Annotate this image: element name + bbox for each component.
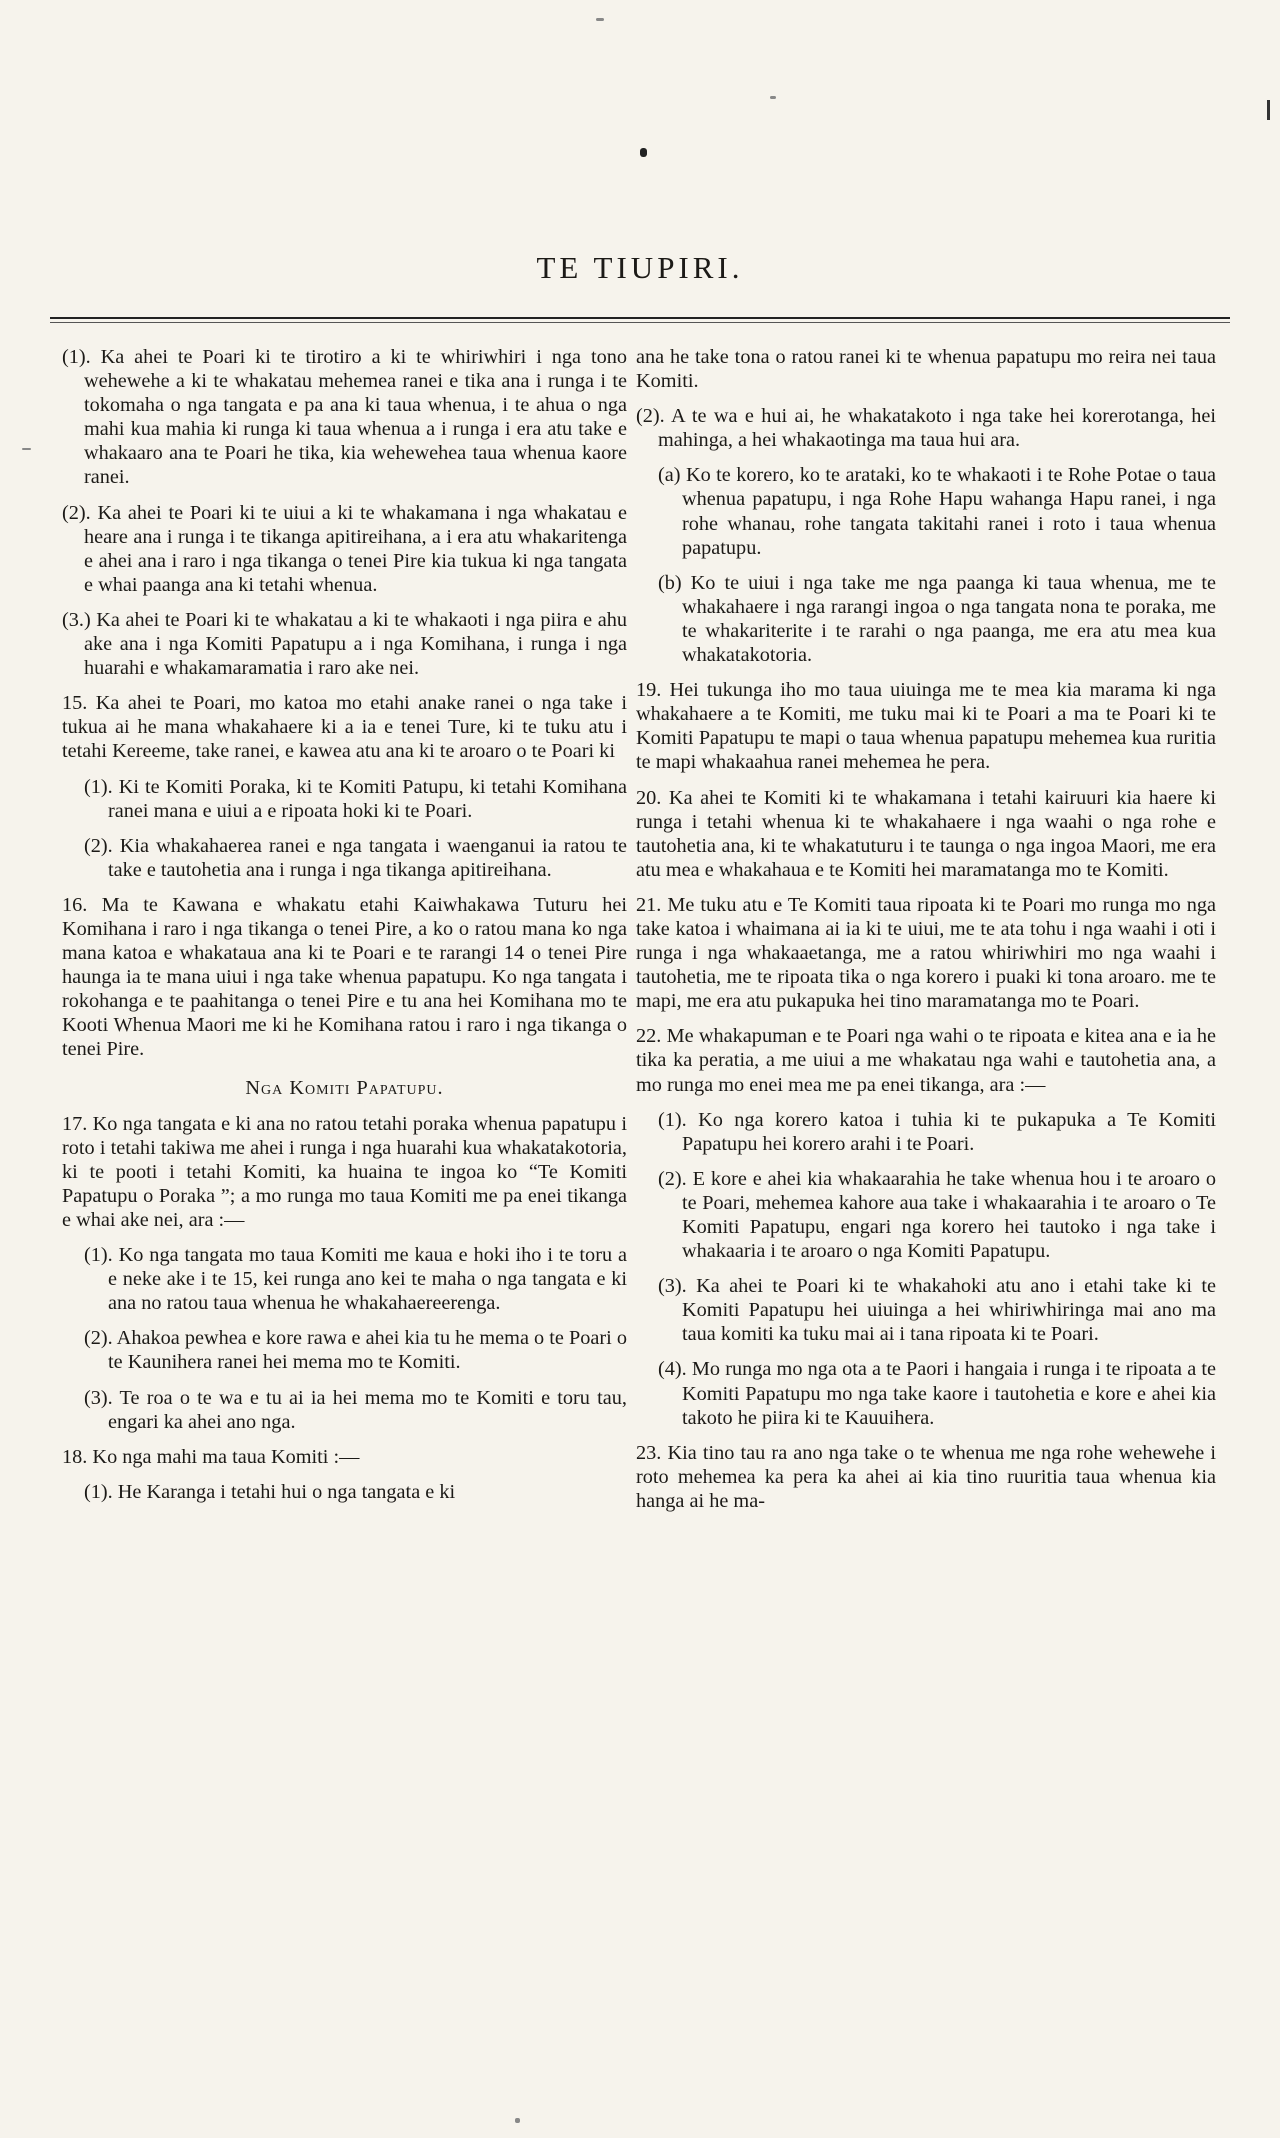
clause-22-2: (2). E kore e ahei kia whakaarahia he take whenua hou i te aroaro o te Poari, mehemea kahore aua take i whakaarahia i te aroaro o Te Komiti Papatupu, engari nga korero hei tautoko i nga take i whakaaria i te aroaro o nga Komiti Papatupu. [658,1167,1216,1263]
edge-mark [1267,100,1270,120]
page-mark [640,148,647,157]
ink-speck [22,448,31,450]
section-heading: Nga Komiti Papatupu. [245,1076,444,1099]
right-column [636,345,1216,1524]
section-22: 22. Me whakapuman e te Poari nga wahi o te ripoata e kitea ana e ia he tika ka peratia, a me uiui a me whakatau nga wahi e tautohetia ana, a mo runga mo enei mea me pa enei tikanga, ara :— [636,1025,1216,1096]
section-17: 17. Ko nga tangata e ki ana no ratou tetahi poraka whenua papatupu i roto i tetahi takiwa me ahei i runga i nga huarahi kua whakatakotoria, ki te pooti i tetahi Komiti, ka huaina te ingoa ko “Te Komiti Papatupu o Poraka ”; a mo runga mo taua Komiti me pa enei tikanga e whai ake nei, ara :— [62,1112,627,1231]
left-column [62,345,627,1515]
clause-15-1: (1). Ki te Komiti Poraka, ki te Komiti Patupu, ki tetahi Komihana ranei mana e uiui a e ripoata hoki ki te Poari. [84,775,627,822]
clause-15-2: (2). Kia whakahaerea ranei e nga tangata i waenganui ia ratou te take e tautohetia ana i runga i nga tikanga apitireihana. [84,834,627,881]
clause-17-1: (1). Ko nga tangata mo taua Komiti me kaua e hoki iho i te toru a e neke ake i te 15, kei runga ano kei te maha o nga tangata e ki ana no ratou taua whenua he whakahaereerenga. [84,1244,627,1315]
clause-22-3: (3). Ka ahei te Poari ki te whakahoki atu ano i etahi take ki te Komiti Papatupu hei uiuinga a hei whiriwhiringa mai ano ma taua komiti ka tuku mai ai i tana ripoata ki te Poari. [658,1275,1216,1346]
clause-17-3: (3). Te roa o te wa e tu ai ia hei mema mo te Komiti e toru tau, engari ka ahei ano nga. [84,1386,627,1433]
clause-22-4: (4). Mo runga mo nga ota a te Paori i hangaia i runga i te ripoata a te Komiti Papatupu mo nga take kaore i tautohetia e kore e ahei kia takoto he piira ki te Kauuihera. [658,1358,1216,1429]
section-18: 18. Ko nga mahi ma taua Komiti :— [62,1445,360,1468]
clause-17-2: (2). Ahakoa pewhea e kore rawa e ahei kia tu he mema o te Poari o te Kaunihera ranei hei mema mo te Komiti. [84,1327,627,1374]
clause-18-2-b: (b) Ko te uiui i nga take me nga paanga ki taua whenua, me te whakahaere i nga rarangi ingoa o nga tangata nona te poraka, me te whakariterite i te rarahi o nga paanga, me era atu mea kua whakatakotoria. [658,571,1216,667]
ink-speck [515,2118,520,2123]
section-16: 16. Ma te Kawana e whakatu etahi Kaiwhakawa Tuturu hei Komihana i raro i nga tikanga o tenei Pire, a ko o ratou mana ko nga mana katoa e whakataua ana ki te Poari e te rarangi 14 o tenei Pire haunga ia te mana uiui i nga take whenua papatupu. Ko nga tangata i rokohanga e te paahitanga o tenei Pire e tu ana hei Komihana mo te Kooti Whenua Maori me ki he Komihana ratou i raro i nga tikanga o tenei Pire. [62,893,627,1061]
section-23: 23. Kia tino tau ra ano nga take o te whenua me nga rohe wehewehe i roto mehemea ka pera ka ahei ai kia tino ruuritia taua whenua kia hanga ai he ma- [636,1441,1216,1512]
page-title: TE TIUPIRI. [536,250,744,285]
title-rule-thin [50,322,1230,323]
clause-14-1: (1). Ka ahei te Poari ki te tirotiro a ki te whiriwhiri i nga tono wehewehe a ki te whakatau mehemea ranei e tika ana i runga i te tokomaha o nga tangata e pa ana ki taua whenua, i te ahua o nga mahi kua mahia ki runga ki taua whenua a i runga i era atu take e whakaaro ana te Poari he tika, kia wehewehea taua whenua kaore ranei. [62,346,627,489]
title-rule [50,317,1230,319]
ink-speck [770,96,776,99]
section-19: 19. Hei tukunga iho mo taua uiuinga me te mea kia marama ki nga whakahaere a te Komiti, me tuku mai ki te Poari a ma te Poari ki te Komiti Papatupu te mapi o taua whenua papatupu mehemea kua ruritia te mapi whakaahua ranei mehemea he pera. [636,679,1216,774]
clause-22-1: (1). Ko nga korero katoa i tuhia ki te pukapuka a Te Komiti Papatupu hei korero arahi i te Poari. [658,1108,1216,1155]
section-20: 20. Ka ahei te Komiti ki te whakamana i tetahi kairuuri kia haere ki runga i tetahi whenua ki te whakahaere i nga waahi o nga rohe e tautohetia ana, ki te whakatuturu i te taunga o nga ingoa Maori, me era atu mea e whakahaua e te Komiti hei maramatanga mo te Komiti. [636,786,1216,881]
clause-18-1-continued: ana he take tona o ratou ranei ki te whenua papatupu mo reira nei taua Komiti. [636,346,1216,393]
clause-18-1: (1). He Karanga i tetahi hui o nga tangata e ki [84,1480,456,1503]
ink-speck [596,18,604,21]
clause-18-2-a: (a) Ko te korero, ko te arataki, ko te whakaoti i te Rohe Potae o taua whenua papatupu, i nga Rohe Hapu wahanga Hapu ranei, i nga rohe whanau, rohe tangata takitahi ranei i roto i taua whenua papatupu. [658,464,1216,559]
clause-14-3: (3.) Ka ahei te Poari ki te whakatau a ki te whakaoti i nga piira e ahu ake ana i nga Komiti Papatupu a i nga Komihana, i runga i nga huarahi e whakamaramatia i raro ake nei. [62,608,627,680]
section-21: 21. Me tuku atu e Te Komiti taua ripoata ki te Poari mo runga mo nga take katoa i whaimana ai ia ki te uiui, me te ata tohu i nga waahi i oti i runga i nga whakaaetanga, me a ratou whiriwhiri mo nga waahi i tautohetia, me te ripoata tika o nga korero i puaki ki tona aroaro. me te mapi, me era atu pukapuka hei tino maramatanga mo te Poari. [636,893,1216,1013]
clause-18-2: (2). A te wa e hui ai, he whakatakoto i nga take hei korerotanga, hei mahinga, a hei whakaotinga ma taua hui ara. [636,405,1216,452]
section-15: 15. Ka ahei te Poari, mo katoa mo etahi anake ranei o nga take i tukua ai he mana whakahaere ki a ia e tenei Ture, ki te tuku atu i tetahi Kereeme, take ranei, e kawea atu ana ki te aroaro o te Poari ki [62,692,627,763]
clause-14-2: (2). Ka ahei te Poari ki te uiui a ki te whakamana i nga whakatau e heare ana i runga i te tikanga apitireihana, a i era atu whakaritenga e ahei ana i raro i nga tikanga o tenei Pire kia tukua ki nga tangata e whai paanga ana ki tetahi whenua. [62,501,627,596]
